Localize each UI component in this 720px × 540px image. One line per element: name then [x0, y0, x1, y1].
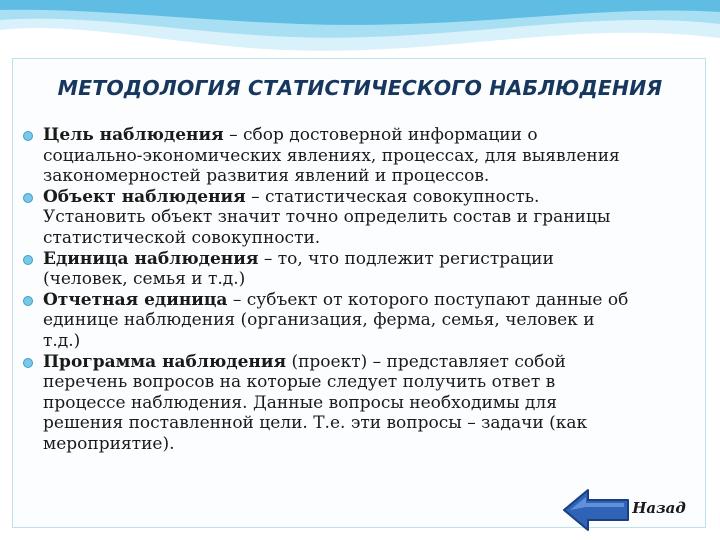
bullet-icon: [23, 193, 33, 203]
term: Единица наблюдения: [43, 248, 259, 269]
definition-text: единице наблюдения (организация, ферма, семья, человек и: [43, 310, 595, 331]
definition-text: Установить объект значит точно определить состав и границы: [43, 207, 611, 228]
bullet-icon: [23, 358, 33, 368]
definition-text: социально-экономических явлениях, процессах, для выявления: [43, 145, 620, 166]
list-item-line: [43, 249, 702, 270]
list-item-line: [43, 413, 702, 434]
definition-text: решения поставленной цели. Т.е. эти вопросы – задачи (как: [43, 413, 588, 434]
list-item-line: [43, 372, 702, 393]
term: Отчетная единица: [43, 289, 228, 310]
term: Программа наблюдения: [43, 351, 287, 372]
definition-text: – сбор достоверной информации о: [223, 125, 538, 145]
list-item-line: [43, 125, 702, 146]
list-item-line: [43, 393, 702, 414]
list-item: [22, 290, 702, 352]
definition-text: – статистическая совокупность.: [245, 186, 540, 207]
page-title: МЕТОДОЛОГИЯ СТАТИСТИЧЕСКОГО НАБЛЮДЕНИЯ: [57, 76, 663, 100]
definition-text: (человек, семья и т.д.): [43, 269, 246, 290]
term: Цель наблюдения: [43, 125, 224, 145]
bullet-icon: [23, 255, 33, 265]
definition-text: перечень вопросов на которые следует получить ответ в: [43, 372, 556, 393]
list-item-line: [43, 331, 702, 352]
list-item-line: [43, 290, 702, 311]
list-item: [22, 249, 702, 290]
list-item-line: [43, 228, 702, 249]
term: Объект наблюдения: [43, 186, 246, 207]
definition-text: т.д.): [43, 330, 81, 351]
definition-text: (проект) – представляет собой: [286, 351, 566, 372]
list-item-line: [43, 166, 702, 187]
definition-text: – то, что подлежит регистрации: [258, 248, 554, 269]
list-item: [22, 352, 702, 455]
definition-text: статистической совокупности.: [43, 227, 321, 248]
list-item-line: [43, 207, 702, 228]
list-item-line: [43, 352, 702, 373]
definition-text: процессе наблюдения. Данные вопросы необходимы для: [43, 392, 557, 413]
list-item-line: [43, 310, 702, 331]
list-item-line: [43, 146, 702, 167]
definition-text: закономерностей развития явлений и процессов.: [43, 166, 490, 187]
bullet-list: [22, 125, 702, 455]
list-item-line: [43, 434, 702, 455]
list-item-line: [43, 269, 702, 290]
list-item: [22, 125, 702, 187]
list-item-line: [43, 187, 702, 208]
bullet-icon: [23, 296, 33, 306]
definition-text: – субъект от которого поступают данные об: [227, 289, 629, 310]
definition-text: мероприятие).: [43, 433, 175, 454]
bullet-icon: [23, 131, 33, 141]
back-button-label[interactable]: Назад: [632, 499, 686, 517]
list-item: [22, 187, 702, 249]
left-arrow-icon[interactable]: [562, 488, 632, 532]
